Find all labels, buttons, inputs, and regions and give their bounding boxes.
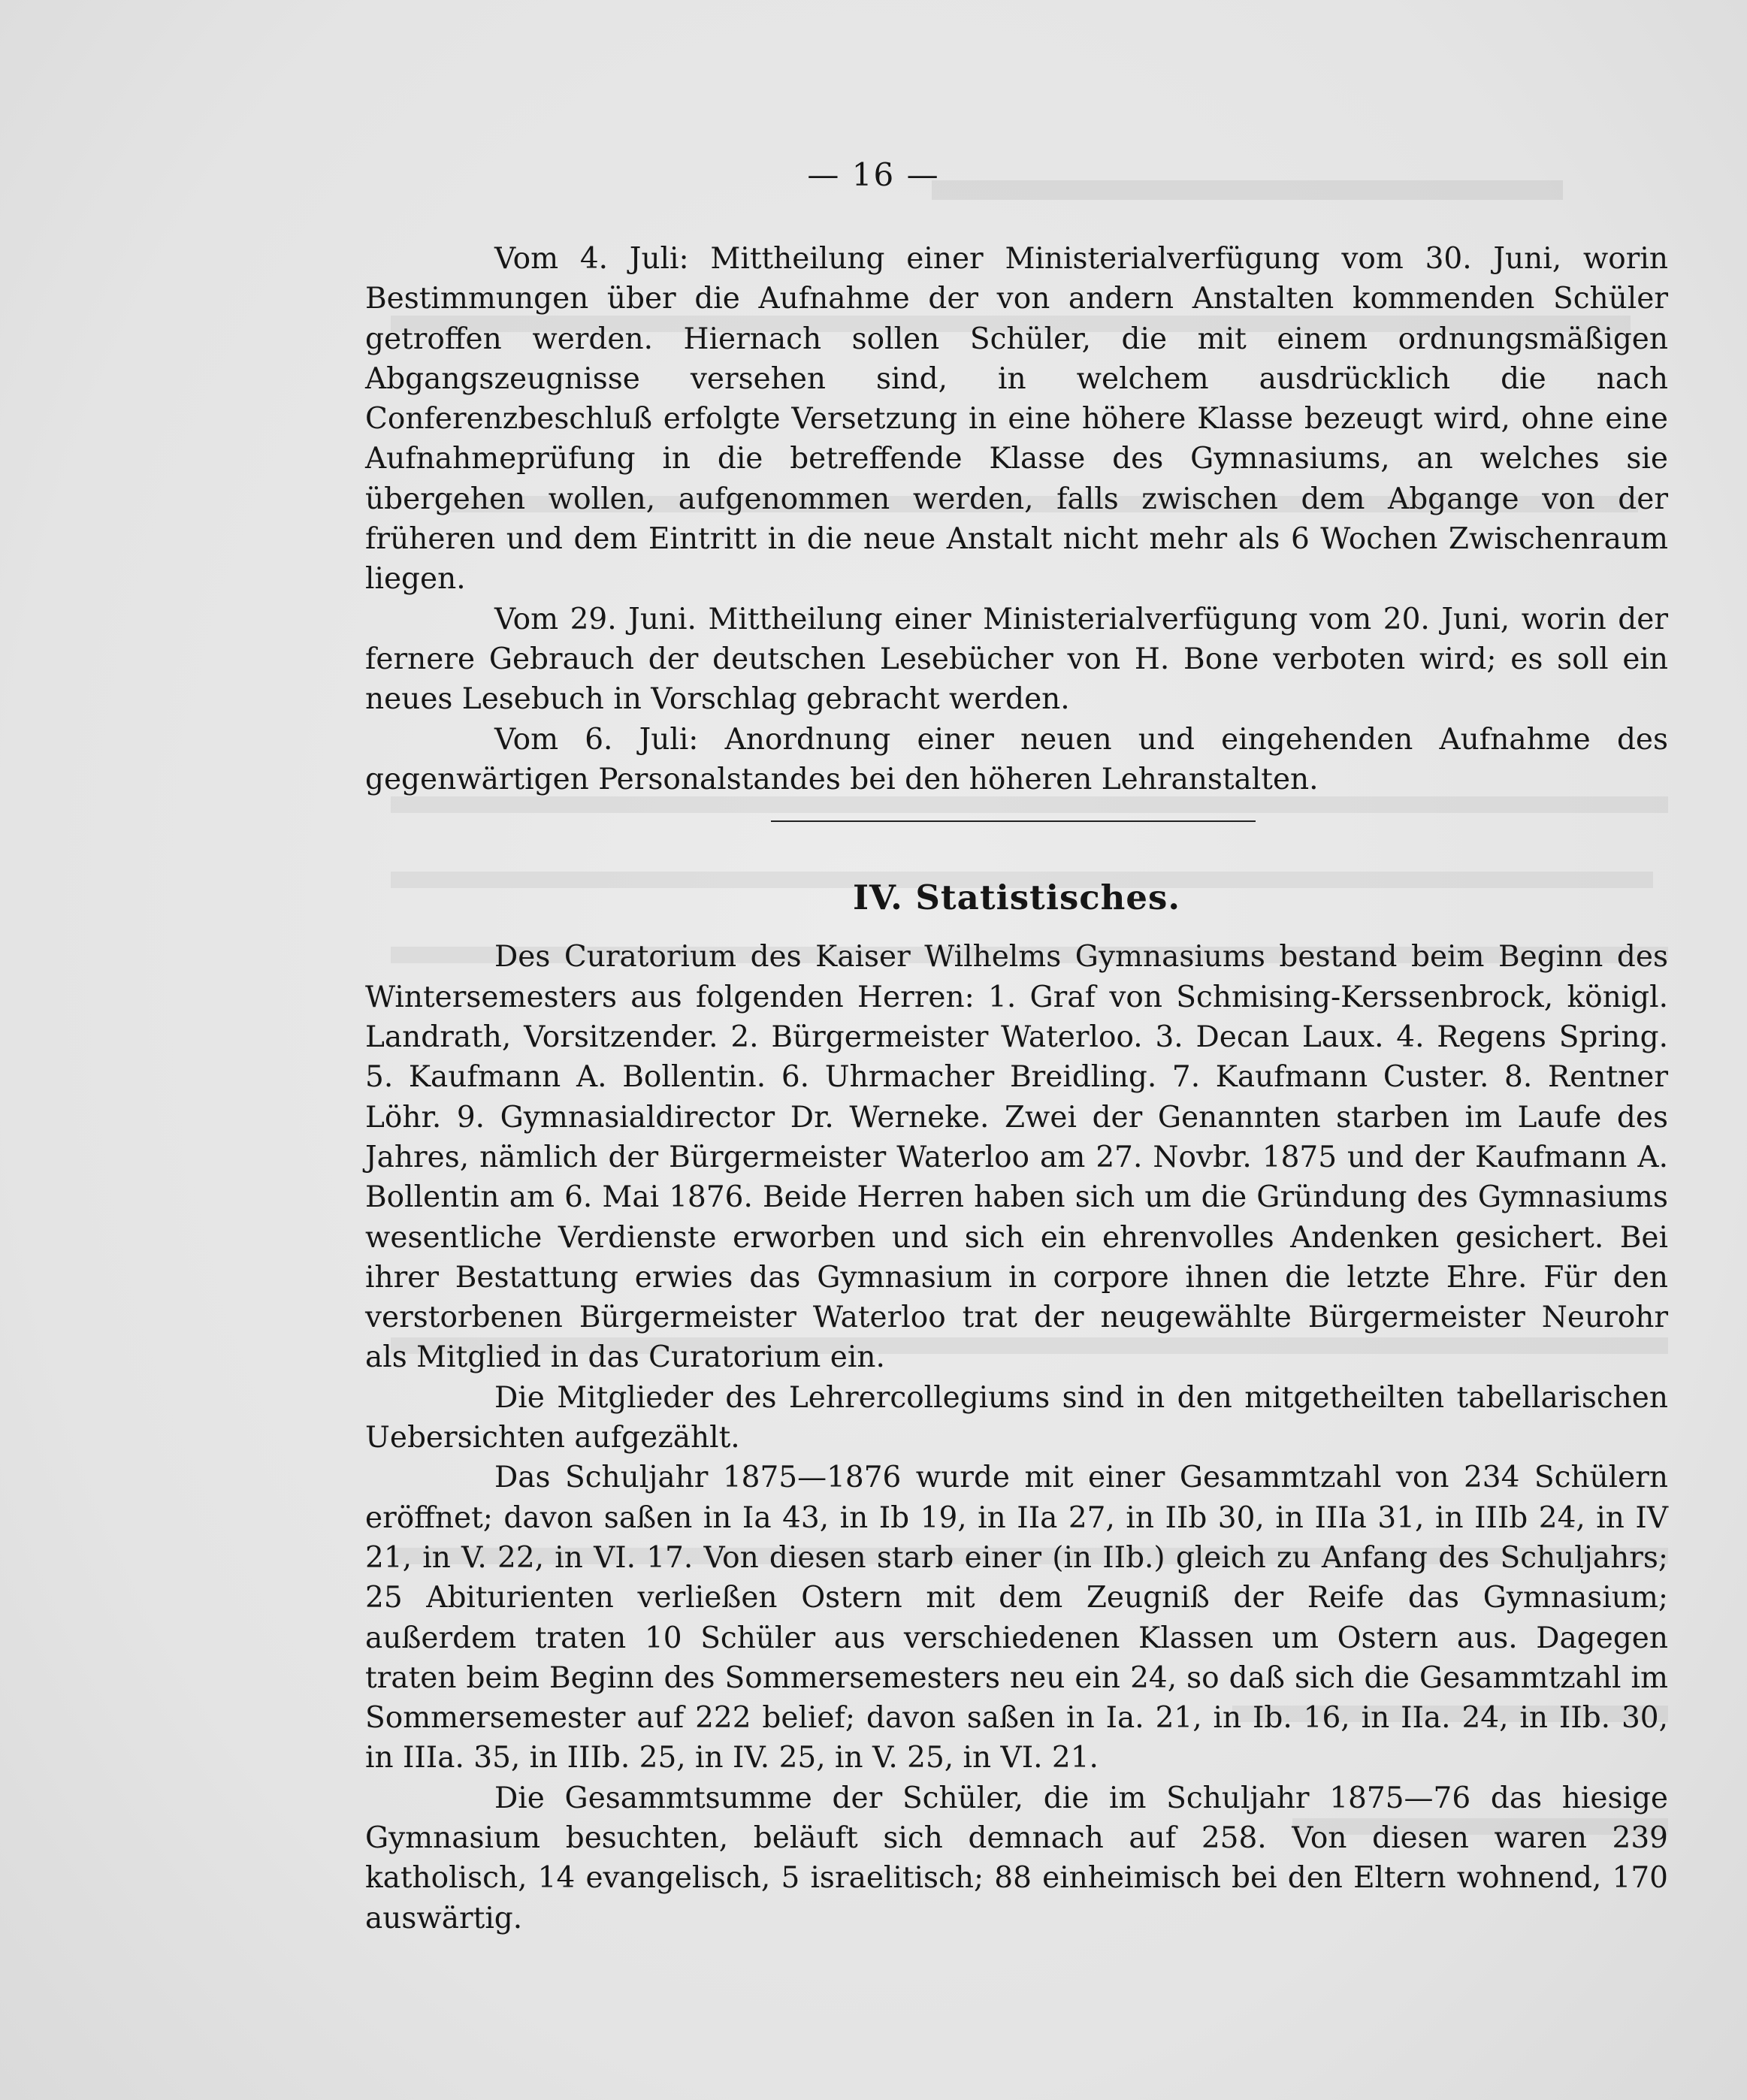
section-heading: IV. Statistisches. (852, 878, 1181, 918)
page-number: — 16 — (807, 156, 940, 193)
decree-paragraph: Vom 4. Juli: Mittheilung einer Ministerialverfügung vom 30. Juni, worin Bestimmungen über die Aufnahme der von andern Anstalten kommenden Schüler getroffen werden. Hiernach sollen Schüler, die mit einem ordnungsmäßigen Abgangszeugnisse versehen sind, in welchem ausdrücklich die nach Conferenzbeschluß erfolgte Versetzung in eine höhere Klasse bezeugt wird, ohne eine Aufnahmeprüfung in die betreffende Klasse des Gymnasiums, an welches sie übergehen wollen, aufgenommen werden, falls zwischen dem Abgange von der früheren und dem Eintritt in die neue Anstalt nicht mehr als 6 Wochen Zwischenraum liegen. (365, 242, 1668, 597)
document-body (365, 239, 1668, 1938)
body-paragraph: Das Schuljahr 1875—1876 wurde mit einer Gesammtzahl von 234 Schülern eröffnet; davon saßen in Ia 43, in Ib 19, in IIa 27, in IIb 30, in IIIa 31, in IIIb 24, in IV 21, in V. 22, in VI. 17. Von diesen starb einer (in IIb.) gleich zu Anfang des Schuljahrs; 25 Abiturienten verließen Ostern mit dem Zeugniß der Reife das Gymnasium; außerdem traten 10 Schüler aus verschiedenen Klassen um Ostern aus. Dagegen traten beim Beginn des Sommersemesters neu ein 24, so daß sich die Gesammtzahl im Sommersemester auf 222 belief; davon saßen in Ia. 21, in Ib. 16, in IIa. 24, in IIb. 30, in IIIa. 35, in IIIb. 25, in IV. 25, in V. 25, in VI. 21. (365, 1461, 1668, 1775)
body-paragraph: Die Mitglieder des Lehrercollegiums sind in den mitgetheilten tabellarischen Uebersichten aufgezählt. (365, 1380, 1668, 1455)
section-divider (771, 820, 1256, 822)
body-paragraph: Die Gesammtsumme der Schüler, die im Schuljahr 1875—76 das hiesige Gymnasium besuchten, beläuft sich demnach auf 258. Von diesen waren 239 katholisch, 14 evangelisch, 5 israelitisch; 88 einheimisch bei den Eltern wohnend, 170 auswärtig. (365, 1781, 1668, 1935)
decree-paragraph: Vom 29. Juni. Mittheilung einer Ministerialverfügung vom 20. Juni, worin der fernere Gebrauch der deutschen Lesebücher von H. Bone verboten wird; es soll ein neues Lesebuch in Vorschlag gebracht werden. (365, 602, 1668, 717)
decree-paragraph: Vom 6. Juli: Anordnung einer neuen und eingehenden Aufnahme des gegenwärtigen Personalstandes bei den höheren Lehranstalten. (365, 722, 1668, 796)
body-paragraph: Des Curatorium des Kaiser Wilhelms Gymnasiums bestand beim Beginn des Wintersemesters aus folgenden Herren: 1. Graf von Schmising-Kerssenbrock, königl. Landrath, Vorsitzender. 2. Bürgermeister Waterloo. 3. Decan Laux. 4. Regens Spring. 5. Kaufmann A. Bollentin. 6. Uhrmacher Breidling. 7. Kaufmann Custer. 8. Rentner Löhr. 9. Gymnasialdirector Dr. Werneke. Zwei der Genannten starben im Laufe des Jahres, nämlich der Bürgermeister Waterloo am 27. Novbr. 1875 und der Kaufmann A. Bollentin am 6. Mai 1876. Beide Herren haben sich um die Gründung des Gymnasiums wesentliche Verdienste erworben und sich ein ehrenvolles Andenken gesichert. Bei ihrer Bestattung erwies das Gymnasium in corpore ihnen die letzte Ehre. Für den verstorbenen Bürgermeister Waterloo trat der neugewählte Bürgermeister Neurohr als Mitglied in das Curatorium ein. (365, 940, 1668, 1375)
